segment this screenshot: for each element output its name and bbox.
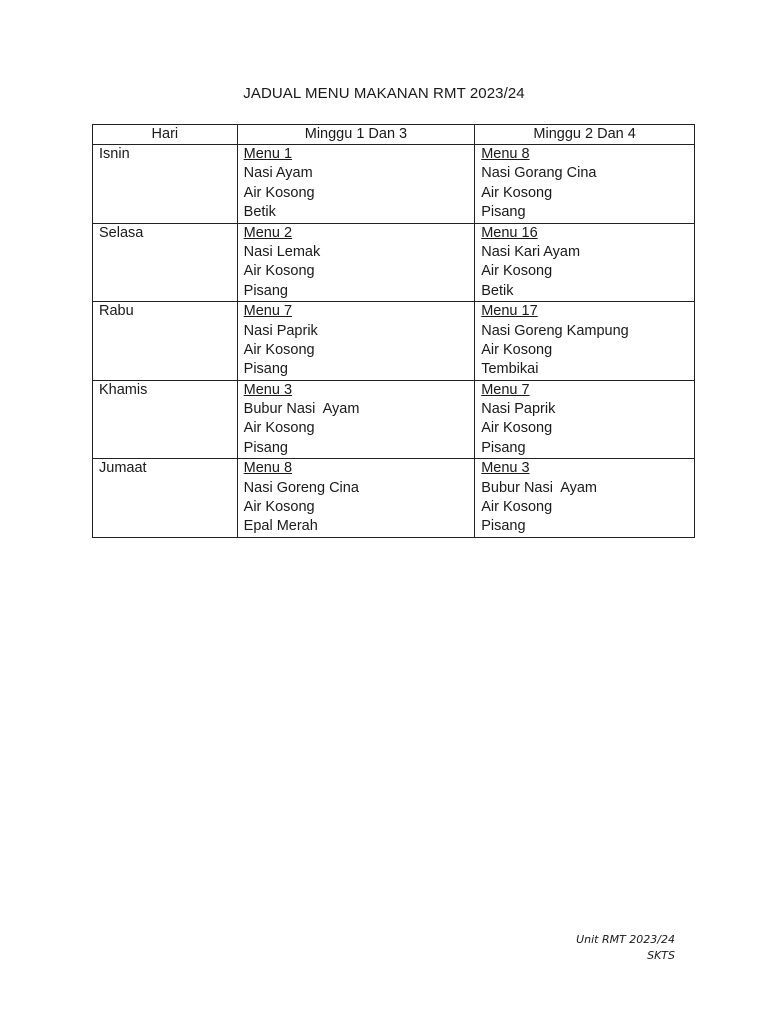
menu-code: Menu 17 xyxy=(481,303,538,320)
day-cell: Jumaat xyxy=(93,459,238,538)
menu-item: Bubur Nasi Ayam xyxy=(243,401,360,418)
menu-item: Nasi Kari Ayam xyxy=(481,243,581,260)
menu-item: Nasi Gorang Cina xyxy=(481,165,597,182)
menu-item: Air Kosong xyxy=(243,263,315,280)
menu-code: Menu 8 xyxy=(481,146,530,162)
day-cell: Selasa xyxy=(93,223,238,302)
table-row xyxy=(93,302,695,381)
table-header-row xyxy=(93,125,695,145)
menu-item: Nasi Lemak xyxy=(243,243,321,260)
page-title: JADUAL MENU MAKANAN RMT 2023/24 xyxy=(243,85,525,102)
menu-item: Nasi Paprik xyxy=(481,401,556,418)
menu-item: Air Kosong xyxy=(481,499,553,516)
menu-code: Menu 16 xyxy=(481,224,538,241)
menu-cell-minggu-2-dan-4 xyxy=(475,380,695,459)
menu-cell-minggu-2-dan-4 xyxy=(475,459,695,538)
menu-item: Betik xyxy=(481,282,514,299)
menu-item: Air Kosong xyxy=(243,184,315,201)
menu-cell-minggu-2-dan-4 xyxy=(475,223,695,302)
menu-item: Tembikai xyxy=(481,361,539,378)
menu-code: Menu 3 xyxy=(481,460,530,477)
menu-cell-minggu-2-dan-4 xyxy=(475,145,695,224)
menu-cell-minggu-1-dan-3 xyxy=(237,302,475,381)
menu-code: Menu 7 xyxy=(243,303,293,320)
menu-item: Nasi Paprik xyxy=(243,322,318,339)
table-row xyxy=(93,223,695,302)
menu-cell-minggu-1-dan-3 xyxy=(237,145,475,224)
menu-cell-minggu-1-dan-3 xyxy=(237,380,475,459)
day-cell: Isnin xyxy=(93,145,238,224)
menu-item: Air Kosong xyxy=(481,420,553,437)
menu-item: Pisang xyxy=(481,439,526,456)
day-cell: Khamis xyxy=(93,380,238,459)
menu-item: Nasi Goreng Cina xyxy=(243,479,359,496)
table-row xyxy=(93,380,695,459)
menu-item: Betik xyxy=(243,204,276,221)
header-minggu-2-dan-4: Minggu 2 Dan 4 xyxy=(475,125,695,145)
menu-item: Air Kosong xyxy=(481,263,553,280)
menu-item: Pisang xyxy=(481,204,526,221)
table-row xyxy=(93,459,695,538)
menu-item: Pisang xyxy=(481,518,526,535)
menu-code: Menu 3 xyxy=(243,381,293,398)
footer xyxy=(576,932,675,964)
menu-table xyxy=(92,124,695,538)
footer-school: SKTS xyxy=(647,949,675,962)
menu-cell-minggu-1-dan-3 xyxy=(237,223,475,302)
menu-item: Nasi Goreng Kampung xyxy=(481,322,629,339)
footer-unit: Unit RMT 2023/24 xyxy=(576,933,675,946)
menu-item: Air Kosong xyxy=(243,420,315,437)
menu-cell-minggu-1-dan-3 xyxy=(237,459,475,538)
menu-item: Air Kosong xyxy=(243,499,315,516)
table-row xyxy=(93,145,695,224)
menu-code: Menu 1 xyxy=(243,146,293,162)
menu-code: Menu 7 xyxy=(481,381,530,398)
menu-item: Epal Merah xyxy=(243,518,318,535)
menu-item: Nasi Ayam xyxy=(243,165,313,182)
menu-item: Pisang xyxy=(243,361,288,378)
menu-item: Air Kosong xyxy=(481,184,553,201)
menu-cell-minggu-2-dan-4 xyxy=(475,302,695,381)
menu-item: Pisang xyxy=(243,439,288,456)
menu-code: Menu 8 xyxy=(243,460,293,477)
header-hari: Hari xyxy=(93,125,238,145)
header-minggu-1-dan-3: Minggu 1 Dan 3 xyxy=(237,125,475,145)
menu-item: Pisang xyxy=(243,282,288,299)
menu-item: Bubur Nasi Ayam xyxy=(481,479,598,496)
day-cell: Rabu xyxy=(93,302,238,381)
menu-item: Air Kosong xyxy=(243,341,315,358)
menu-item: Air Kosong xyxy=(481,341,553,358)
menu-table-body xyxy=(93,145,695,538)
menu-code: Menu 2 xyxy=(243,224,293,241)
